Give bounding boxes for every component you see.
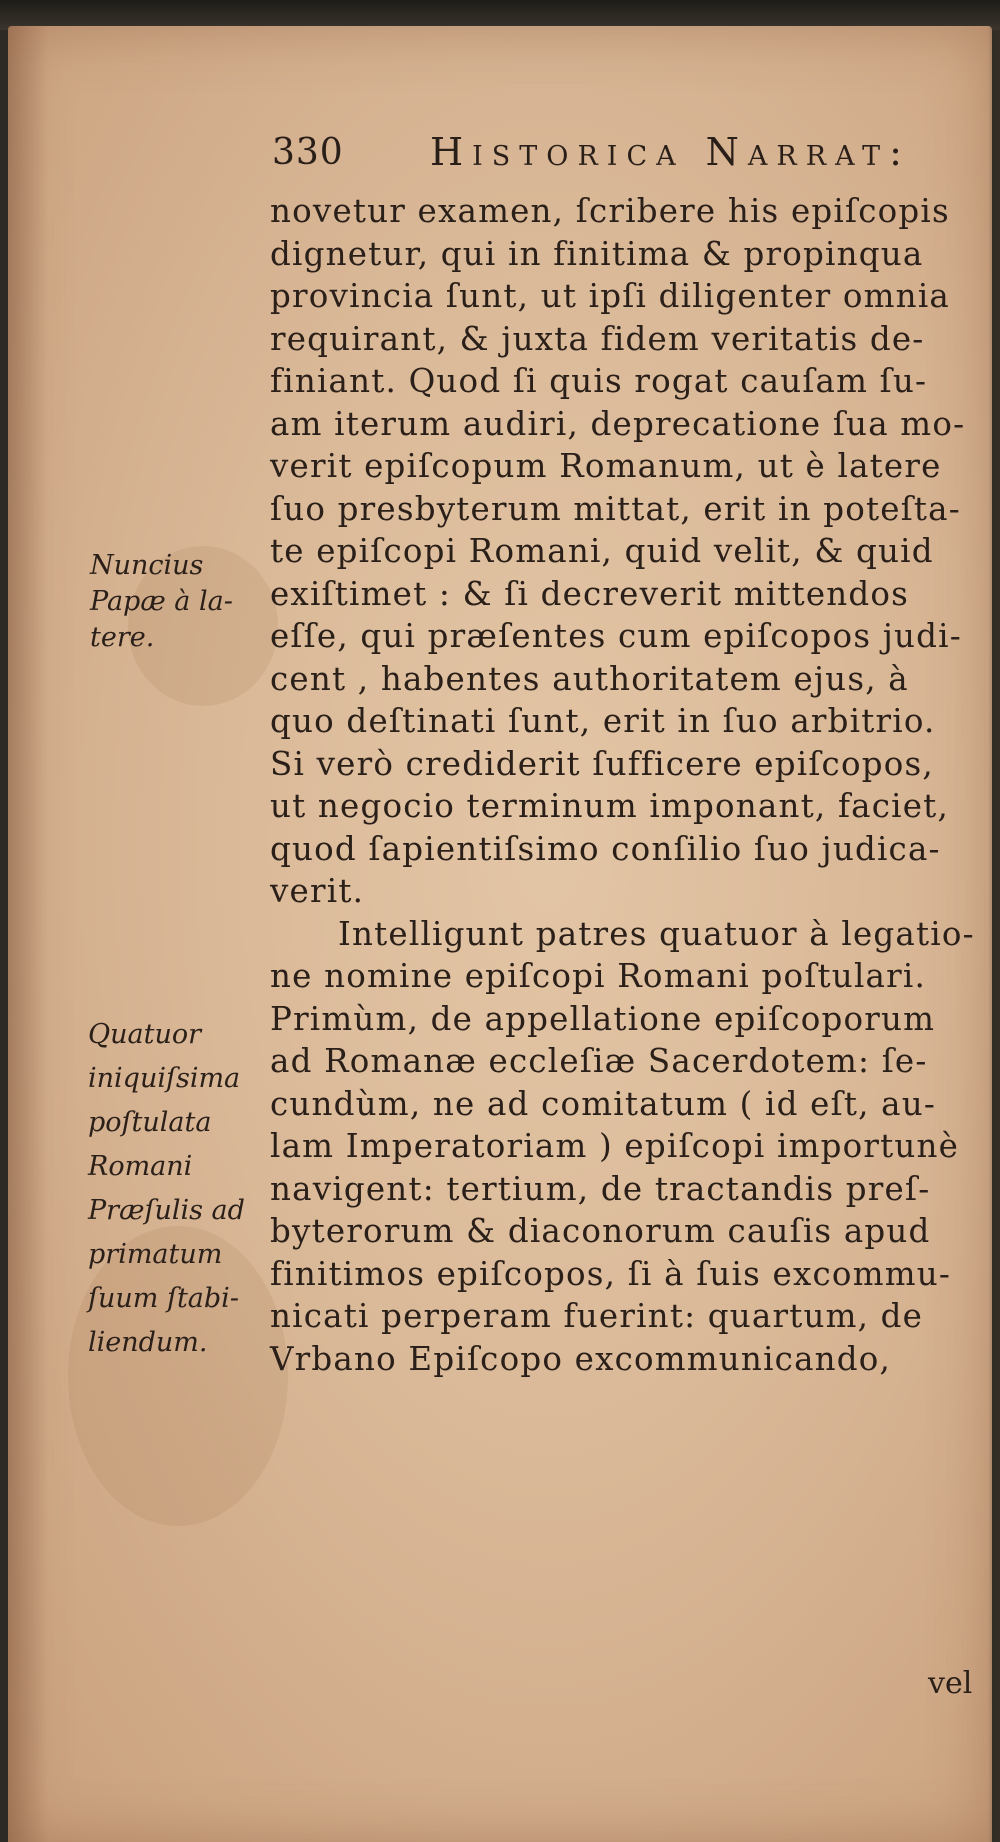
text-line: quo deſtinati ſunt, erit in ſuo arbitrio. bbox=[270, 702, 936, 740]
text-line: ut negocio terminum imponant, faciet, bbox=[270, 787, 949, 825]
text-line: eſſe, qui præſentes cum epiſcopos judi- bbox=[270, 617, 962, 655]
text-line: novetur examen, ſcribere his epiſcopis bbox=[270, 192, 950, 230]
text-line: am iterum audiri, deprecatione ſua mo- bbox=[270, 404, 966, 443]
paragraph-start-line: Intelligunt patres quatuor à legatio- bbox=[338, 914, 975, 953]
margin-note-line: tere. bbox=[90, 622, 155, 653]
text-line: byterorum & diaconorum cauſis apud bbox=[270, 1212, 931, 1250]
margin-note-line: Papæ à la- bbox=[90, 586, 233, 617]
margin-note-line: iniquiſsima bbox=[88, 1063, 241, 1094]
margin-note-quatuor bbox=[88, 1013, 245, 1365]
text-line: finiant. Quod ſi quis rogat cauſam ſu- bbox=[270, 362, 928, 400]
text-line: ſuo presbyterum mittat, erit in poteſta- bbox=[270, 489, 961, 528]
text-line: exiſtimet : & ſi decreverit mittendos bbox=[270, 574, 910, 613]
text-line: dignetur, qui in finitima & propinqua bbox=[270, 234, 924, 273]
margin-note-line: primatum bbox=[88, 1239, 223, 1270]
text-line: verit. bbox=[270, 872, 365, 910]
margin-note-line: liendum. bbox=[88, 1327, 208, 1358]
margin-note-line: Quatuor bbox=[88, 1019, 202, 1050]
text-line: te epiſcopi Romani, quid velit, & quid bbox=[270, 532, 934, 570]
margin-note-nuncius bbox=[90, 548, 233, 656]
text-line: ne nomine epiſcopi Romani poſtulari. bbox=[270, 957, 926, 995]
text-line: Si verò crediderit ſufficere epiſcopos, bbox=[270, 744, 934, 783]
margin-note-line: Nuncius bbox=[90, 550, 204, 581]
text-line: navigent: tertium, de tractandis preſ- bbox=[270, 1169, 931, 1208]
page-header bbox=[272, 128, 972, 178]
text-line: cent , habentes authoritatem ejus, à bbox=[270, 659, 909, 698]
catchword: vel bbox=[928, 1666, 973, 1701]
text-line: provincia ſunt, ut ipſi diligenter omnia bbox=[270, 277, 950, 315]
text-line: ad Romanæ eccleſiæ Sacerdotem: ſe- bbox=[270, 1042, 928, 1080]
text-line: cundùm, ne ad comitatum ( id eſt, au- bbox=[270, 1084, 937, 1123]
text-line: finitimos epiſcopos, ſi à ſuis excommu- bbox=[270, 1254, 952, 1293]
text-line: verit epiſcopum Romanum, ut è latere bbox=[270, 447, 942, 485]
text-line: requirant, & juxta fidem veritatis de- bbox=[270, 319, 925, 358]
text-line: nicati perperam fuerint: quartum, de bbox=[270, 1297, 924, 1335]
margin-note-line: Romani bbox=[88, 1151, 193, 1182]
text-line: quod ſapientiſsimo conſilio ſuo judica- bbox=[270, 829, 941, 868]
margin-note-line: poſtulata bbox=[88, 1107, 212, 1138]
main-text-block bbox=[270, 190, 990, 1380]
margin-note-line: ſuum ſtabi- bbox=[88, 1283, 239, 1314]
text-line: Primùm, de appellatione epiſcoporum bbox=[270, 999, 936, 1038]
margin-note-line: Præſulis ad bbox=[88, 1195, 245, 1226]
running-head: Historica Narrat: bbox=[430, 130, 911, 174]
gutter-shadow bbox=[8, 26, 48, 1842]
text-line: lam Imperatoriam ) epiſcopi importunè bbox=[270, 1127, 960, 1165]
text-line: Vrbano Epiſcopo excommunicando, bbox=[270, 1339, 892, 1378]
page-number: 330 bbox=[272, 132, 344, 173]
